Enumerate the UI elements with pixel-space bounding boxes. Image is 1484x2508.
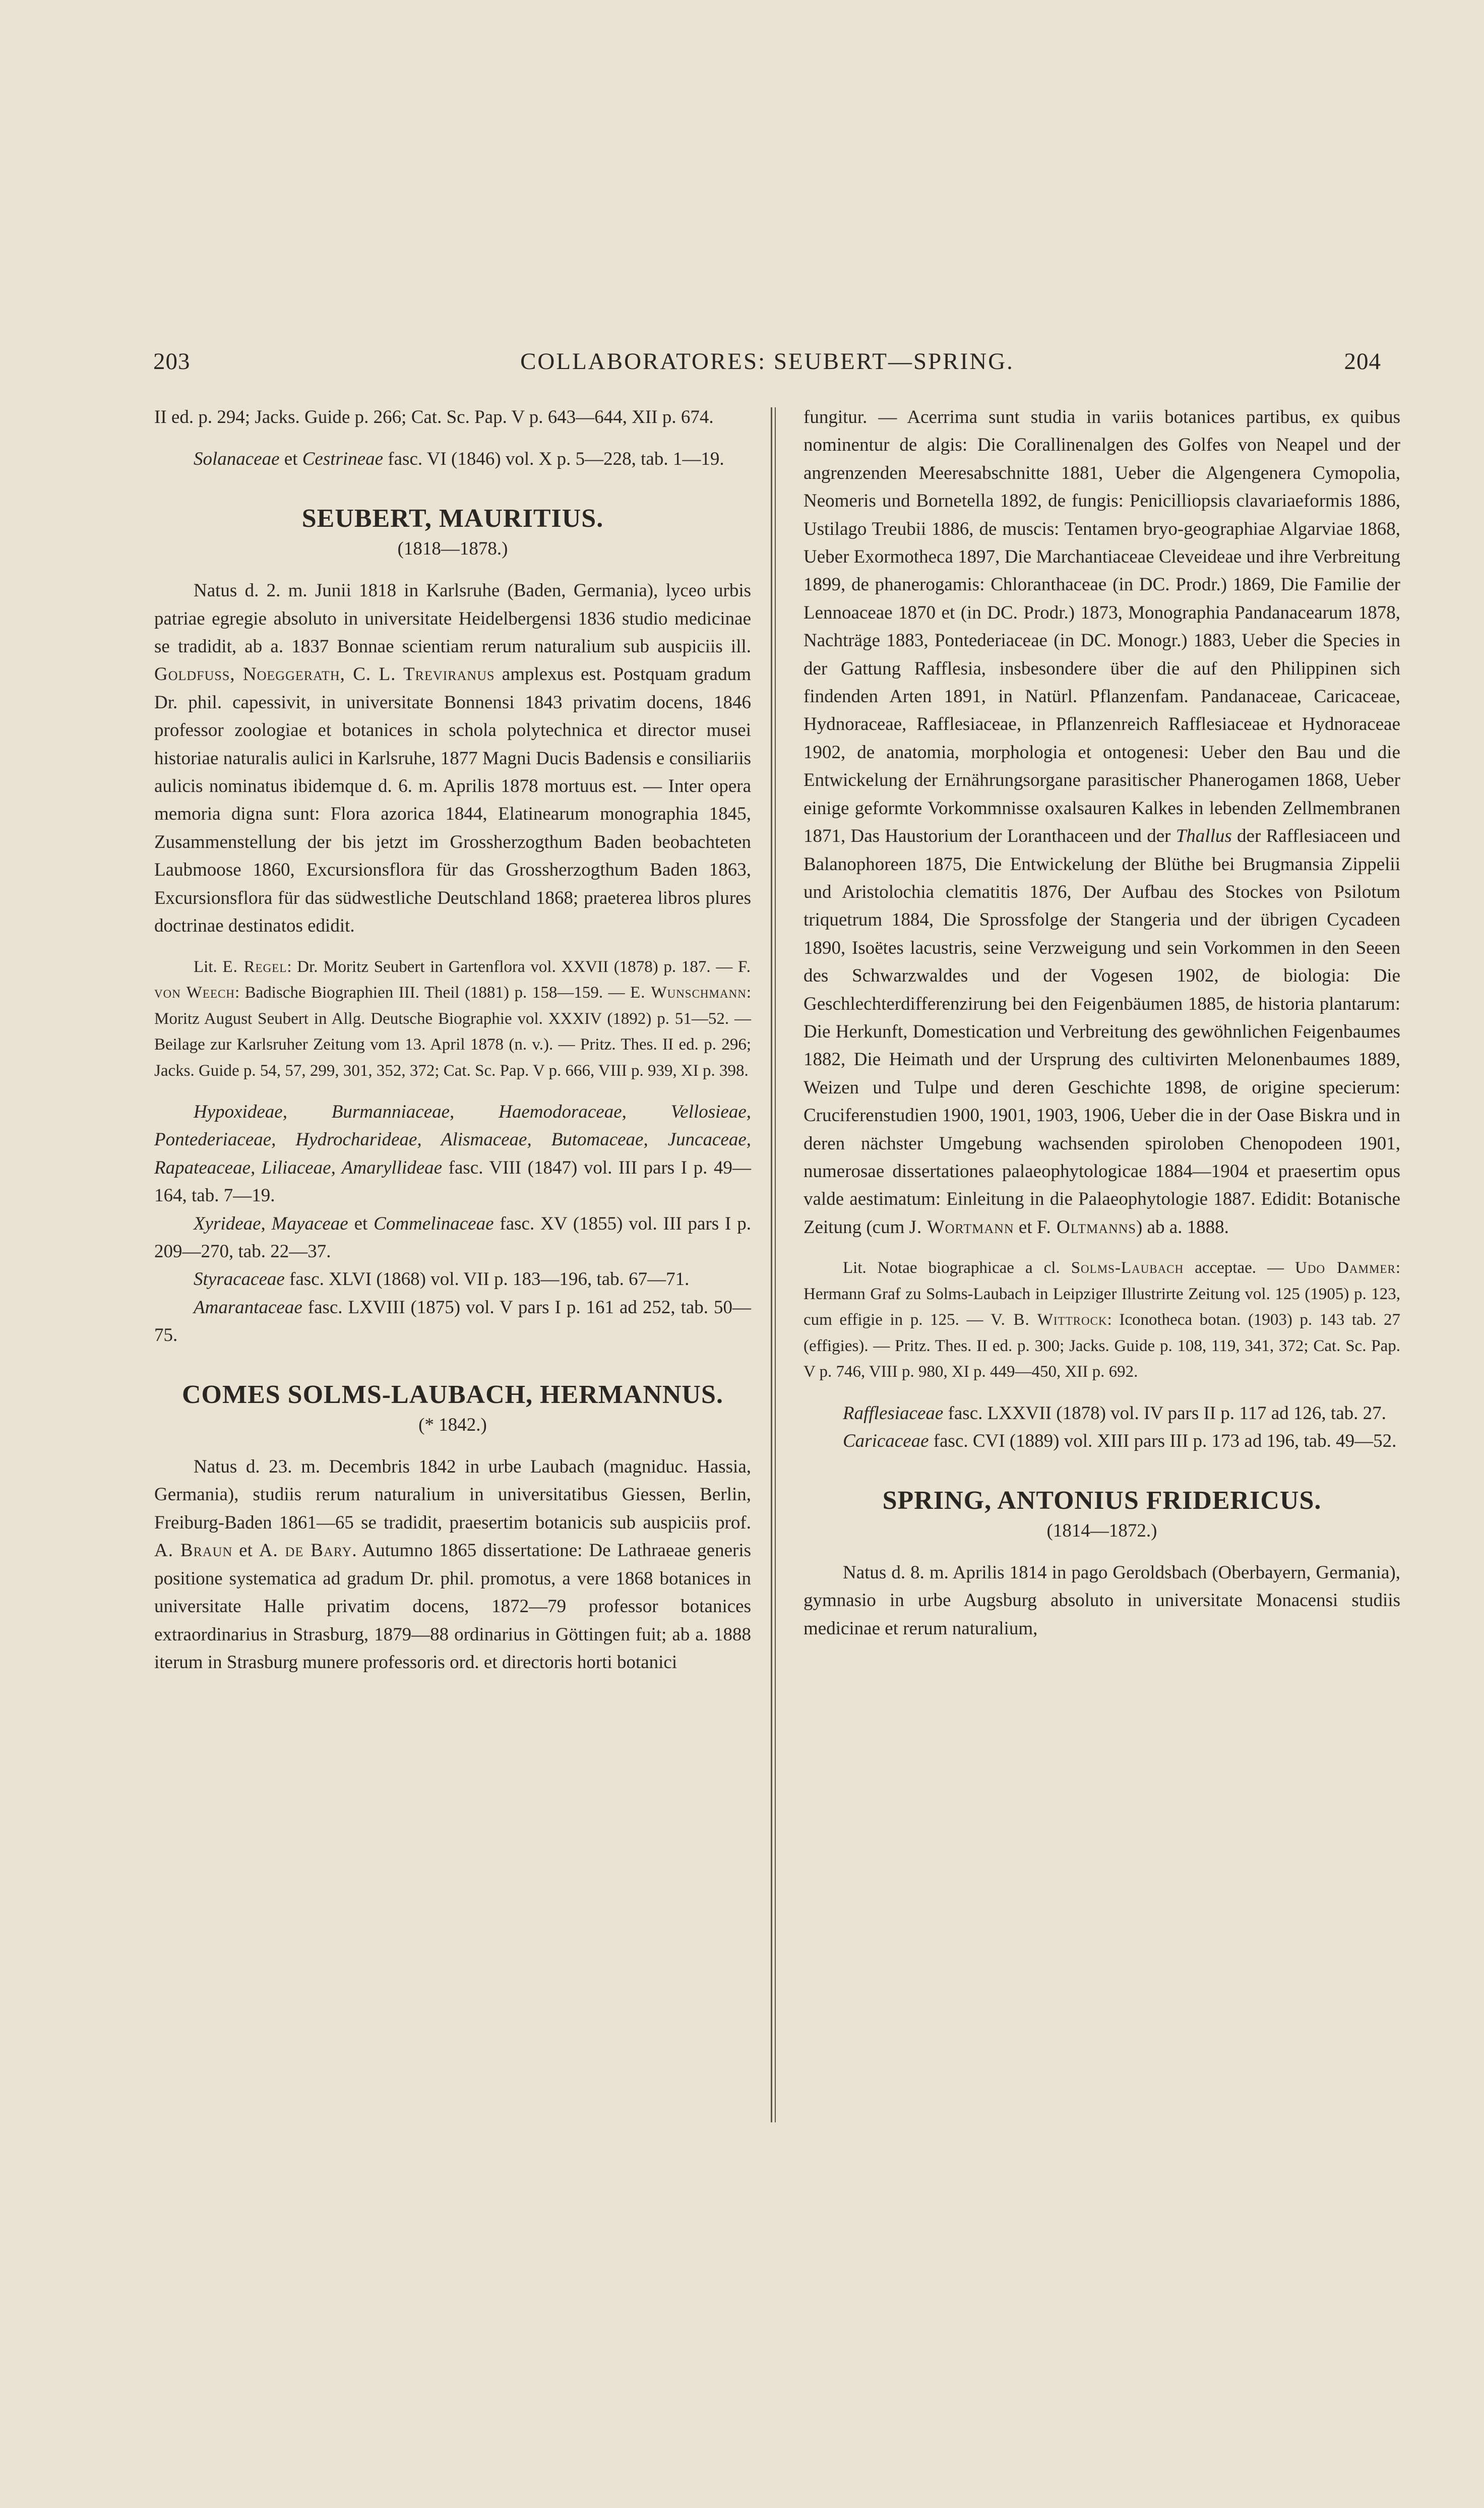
taxon: Styracaceae bbox=[194, 1269, 285, 1290]
entry-heading-spring: SPRING, ANTONIUS FRIDERICUS. bbox=[882, 1486, 1322, 1515]
text: fasc. XLVI (1868) vol. VII p. 183—196, tab. 67—71. bbox=[284, 1269, 690, 1290]
person-name: F. von Weech bbox=[154, 957, 752, 1002]
work-entry bbox=[154, 1098, 751, 1210]
person-name: J. Wortmann bbox=[909, 1216, 1014, 1238]
continued-citation: II ed. p. 294; Jacks. Guide p. 266; Cat. Sc. Pap. V p. 643—644, XII p. 674. bbox=[154, 407, 714, 427]
text: ) ab a. 1888. bbox=[1136, 1216, 1229, 1238]
text: Natus d. 23. m. Decembris 1842 in urbe Laubach (magniduc. Hassia, Germania), studiis rerum naturalium in universitatibus Giessen, Berlin, Freiburg-Baden 1861—65 se tradidit, praesertim botanicis sub auspiciis prof. bbox=[154, 1456, 751, 1533]
text: Lit. Notae biographicae a cl. bbox=[843, 1259, 1071, 1277]
entry-dates: (* 1842.) bbox=[418, 1414, 487, 1435]
text: : Iconotheca botan. (1903) p. 143 tab. 27 (effigies). — Pritz. Thes. II ed. p. 300; Jacks. Guide p. 108, 119, 341, 372; Cat. Sc. Pap. V p. 746, VIII p. 980, XI p. 449—450, XII p. 692. bbox=[803, 1311, 1400, 1381]
text: fasc. LXVIII (1875) vol. V pars I p. 161 ad 252, tab. 50—75. bbox=[154, 1297, 751, 1346]
taxon: Xyrideae, Mayaceae bbox=[194, 1213, 348, 1234]
work-entry bbox=[803, 1427, 1400, 1455]
text: der Rafflesiaceen und Balanophoreen 1875, Die Entwickelung der Blüthe bei Brugmansia Zippelii und Aristolochia clematitis 1876, Der Aufbau des Stockes von Psilotum triquetrum 1884, Die Sprossfolge der Stangeria und der übrigen Cycadeen 1890, Isoëtes lacustris, seine Verzweigung und sein Vorkommen in den Seeen des Schwarzwaldes und der Vogesen 1902, de biologia: Die Geschlechterdifferenzirung bei den Feigenbäumen 1885, de historia plantarum: Die Herkunft, Domestication und Verbreitung des gewöhnlichen Feigenbaumes 1882, Die Heimath und der Ursprung des cultivirten Melonenbaumes 1889, Weizen und Tulpe und deren Geschichte 1898, de origine specierum: Cruciferenstudien 1900, 1901, 1903, 1906, Ueber die in der Oase Biskra und in deren nächster Umgebung wachsenden spiroloben Chenopodeen 1901, numerosae dissertationes palaeophytologicae 1884—1904 et praesertim opus valde aestimatum: Einleitung in die Palaeophytologie 1887. Edidit: Botanische Zeitung (cum bbox=[803, 826, 1401, 1238]
text: et bbox=[1014, 1216, 1037, 1238]
left-column bbox=[154, 403, 751, 1676]
text: fungitur. — Acerrima sunt studia in variis botanices partibus, ex quibus nominentur de algis: Die Corallinenalgen des Golfes von Neapel und der angrenzenden Meeresabschnitte 1881, Ueber die Algengenera Cymopolia, Neomeris und Bornetella 1892, de fungis: Penicilliopsis clavariaeformis 1886, Ustilago Treubii 1886, de muscis: Tentamen bryo-geographiae Algarviae 1868, Ueber Exormotheca 1897, Die Marchantiaceae Cleveideae und ihre Verbreitung 1899, de phanerogamis: Chloranthaceae (in DC. Prodr.) 1869, Die Familie der Lennoaceae 1870 et (in DC. Prodr.) 1873, Monographia Pandanacearum 1878, Nachträge 1883, Pontederiaceae (in DC. Monogr.) 1883, Ueber die Species in der Gattung Rafflesia, insbesondere über die auf den Philippinen sich findenden Arten 1891, in Natürl. Pflanzenfam. Pandanaceae, Caricaceae, Hydnoraceae, Rafflesiaceae, in Pflanzenreich Rafflesiaceae et Hydnoraceae 1902, de anatomia, morphologia et ontogenesi: Ueber den Bau und die Entwickelung der Ernährungsorgane parasitischer Phanerogamen 1868, Ueber einige geformte Vorkommnisse oxalsauren Kalkes in lebenden Zellmembranen 1871, Das Haustorium der Loranthaceen und der bbox=[803, 407, 1400, 847]
entry-dates: (1818—1878.) bbox=[397, 538, 508, 559]
text: fasc. LXXVII (1878) vol. IV pars II p. 117 ad 126, tab. 27. bbox=[943, 1402, 1386, 1424]
taxon: Hypoxideae, Burmanniaceae, Haemodoraceae, Vellosieae, Pontederiaceae, Hydrocharideae, Alismaceae, Butomaceae, Juncaceae, Rapateaceae, Liliaceae, Amaryllideae bbox=[154, 1102, 751, 1178]
person-name: F. Oltmanns bbox=[1036, 1216, 1136, 1238]
text: amplexus est. Postquam gradum Dr. phil. capessivit, in universitate Bonnensi 1843 privatim docens, 1846 professor zoologiae et botanices in schola polytechnica et director musei historiae naturalis aulici in Karlsruhe, 1877 Magni Ducis Badensis e consiliariis aulicis nominatus ibidemque d. 6. m. Aprilis 1878 mortuus est. — Inter opera memoria digna sunt: Flora azorica 1844, Elatinearum monographia 1845, Zusammenstellung der bis jetzt im Grossherzogthum Baden beobachteten Laubmoose 1860, Excursionsflora für das Grossherzogthum Baden 1863, Excursionsflora für das südwestliche Deutschland 1868; praeterea libros plures doctrinae destinatos edidit. bbox=[154, 664, 751, 937]
running-title: COLLABORATORES: SEUBERT—SPRING. bbox=[520, 348, 1014, 375]
text: : Moritz August Seubert in Allg. Deutsche Biographie vol. XXXIV (1892) p. 51—52. — Beilage zur Karlsruher Zeitung vom 13. April 1878 (n. v.). — Pritz. Thes. II ed. p. 296; Jacks. Guide p. 54, 57, 299, 301, 352, 372; Cat. Sc. Pap. V p. 666, VIII p. 939, XI p. 398. bbox=[154, 984, 751, 1080]
term: Thallus bbox=[1176, 826, 1232, 847]
person-name: A. de Bary bbox=[259, 1540, 352, 1561]
taxon: Commelinaceae bbox=[374, 1213, 494, 1234]
text: Lit. bbox=[194, 957, 223, 976]
work-entry bbox=[154, 445, 751, 473]
biography-paragraph: Natus d. 8. m. Aprilis 1814 in pago Geroldsbach (Oberbayern, Germania), gymnasio in urbe Augsburg absoluto in universitate Monacensi studiis medicinae et rerum naturalium, bbox=[803, 1562, 1400, 1639]
literature-paragraph bbox=[803, 1255, 1400, 1385]
text: et bbox=[232, 1540, 259, 1561]
work-entry bbox=[154, 1210, 751, 1266]
running-header bbox=[153, 348, 1381, 383]
person-name: E. Wunschmann bbox=[630, 984, 747, 1002]
text: fasc. CVI (1889) vol. XIII pars III p. 173 ad 196, tab. 49—52. bbox=[929, 1431, 1397, 1452]
text: fasc. XV (1855) vol. III pars I p. 209—270, tab. 22—37. bbox=[154, 1213, 752, 1262]
entry-dates: (1814—1872.) bbox=[1046, 1520, 1157, 1541]
person-name: A. Braun bbox=[154, 1540, 233, 1561]
taxon: Cestrineae bbox=[302, 449, 384, 470]
text: fasc. VI (1846) vol. X p. 5—228, tab. 1—19. bbox=[383, 449, 724, 470]
text: et bbox=[279, 449, 302, 470]
taxon: Caricaceae bbox=[843, 1431, 929, 1452]
text: et bbox=[348, 1213, 374, 1234]
column-divider bbox=[771, 407, 772, 2122]
text: : Badische Biographien III. Theil (1881) p. 158—159. — bbox=[234, 984, 631, 1002]
work-entry bbox=[154, 1265, 751, 1293]
biography-paragraph bbox=[154, 577, 751, 940]
work-entry bbox=[154, 1294, 751, 1350]
text: Natus d. 2. m. Junii 1818 in Karlsruhe (Baden, Germania), lyceo urbis patriae egregie absoluto in universitate Heidelbergensi 1836 studio medicinae se tradidit, ab a. 1837 Bonnae scientiam rerum naturalium sub auspiciis ill. bbox=[154, 580, 751, 657]
person-name: E. Regel bbox=[222, 957, 287, 976]
column-divider-inner bbox=[775, 407, 776, 2122]
biography-paragraph-continued bbox=[803, 403, 1400, 1241]
page-number-right: 204 bbox=[1344, 348, 1381, 375]
text: : Hermann Graf zu Solms-Laubach in Leipziger Illustrirte Zeitung vol. 125 (1905) p. 123, cum effigie in p. 125. — bbox=[803, 1259, 1400, 1329]
right-column bbox=[803, 403, 1400, 1642]
taxon: Rafflesiaceae bbox=[843, 1402, 944, 1424]
person-names: Goldfuss, Noeggerath, C. L. Treviranus bbox=[154, 664, 495, 685]
person-name: V. B. Wittrock bbox=[991, 1311, 1107, 1329]
page-number-left: 203 bbox=[153, 348, 191, 375]
text: . Autumno 1865 dissertatione: De Lathraeae generis positione systematica ad gradum Dr. phil. promotus, a vere 1868 botanices in universitate Halle privatim docens, 1872—79 professor botanices extraordinarius in Strasburg, 1879—88 ordinarius in Göttingen fuit; ab a. 1888 iterum in Strasburg munere professoris ord. et directoris horti botanici bbox=[154, 1540, 751, 1673]
text: fasc. VIII (1847) vol. III pars I p. 49—164, tab. 7—19. bbox=[154, 1157, 751, 1206]
taxon: Solanaceae bbox=[194, 449, 280, 470]
text: acceptae. — bbox=[1184, 1259, 1295, 1277]
person-name: Solms-Laubach bbox=[1071, 1259, 1184, 1277]
taxon: Amarantaceae bbox=[194, 1297, 302, 1318]
person-name: Udo Dammer bbox=[1295, 1259, 1396, 1277]
literature-paragraph bbox=[154, 954, 751, 1084]
entry-heading-solms: COMES SOLMS-LAUBACH, HERMANNUS. bbox=[182, 1380, 723, 1409]
biography-paragraph bbox=[154, 1453, 751, 1676]
entry-heading-seubert: SEUBERT, MAURITIUS. bbox=[301, 504, 604, 533]
work-entry bbox=[803, 1399, 1400, 1427]
text: : Dr. Moritz Seubert in Gartenflora vol. XXVII (1878) p. 187. — bbox=[287, 957, 738, 976]
